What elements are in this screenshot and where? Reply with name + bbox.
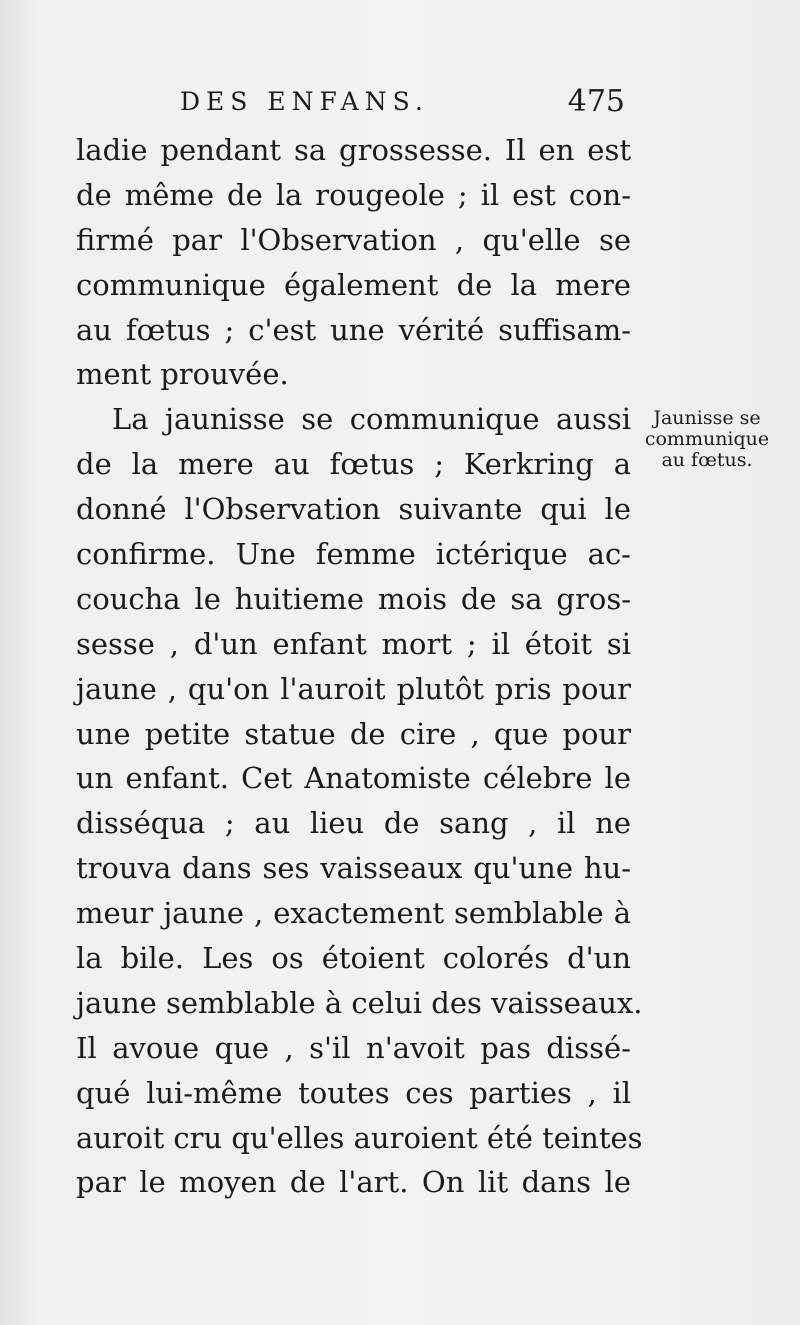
running-title: DES ENFANS. [180,87,429,116]
text-line: de même de la rougeole ; il est con- [76,177,631,212]
text-line: sesse , d'un enfant mort ; il étoit si [76,626,631,661]
text-line: par le moyen de l'art. On lit dans le [76,1165,631,1200]
text-line: coucha le huitieme mois de sa gros- [76,581,631,616]
text-line: Il avoue que , s'il n'avoit pas dissé- [76,1030,631,1065]
text-line: ladie pendant sa grossesse. Il en est [76,133,631,167]
text-line: auroit cru qu'elles auroient été teintes [76,1120,643,1155]
marginal-note-line: au fœtus. [661,449,753,471]
text-line: une petite statue de cire , que pour [76,716,631,751]
marginal-note [632,408,782,471]
text-line: de la mere au fœtus ; Kerkring a [76,447,631,482]
marginal-note-line: communique [644,428,770,450]
text-line: jaune , qu'on l'auroit plutôt pris pour [76,671,631,706]
text-line: communique également de la mere [76,267,631,302]
text-line: donné l'Observation suivante qui le [76,492,631,527]
page-header [180,82,625,122]
text-line: ment prouvée. [76,357,289,392]
body-text [76,128,643,1205]
text-line: confirme. Une femme ictérique ac- [76,537,631,572]
text-line: disséqua ; au lieu de sang , il ne [76,806,631,841]
marginal-note-line: Jaunisse se [653,407,761,429]
text-line: la bile. Les os étoient colorés d'un [76,941,631,976]
text-line: au fœtus ; c'est une vérité suffisam- [76,312,631,347]
text-line: firmé par l'Observation , qu'elle se [76,222,631,257]
text-line: un enfant. Cet Anatomiste célebre le [76,761,631,796]
text-line: trouva dans ses vaisseaux qu'une hu- [76,851,631,886]
text-line: qué lui-même toutes ces parties , il [76,1075,631,1110]
page-number: 475 [567,84,625,119]
text-line: La jaunisse se communique aussi [112,402,631,437]
text-line: meur jaune , exactement semblable à [76,896,631,931]
text-line: jaune semblable à celui des vaisseaux. [76,985,643,1020]
